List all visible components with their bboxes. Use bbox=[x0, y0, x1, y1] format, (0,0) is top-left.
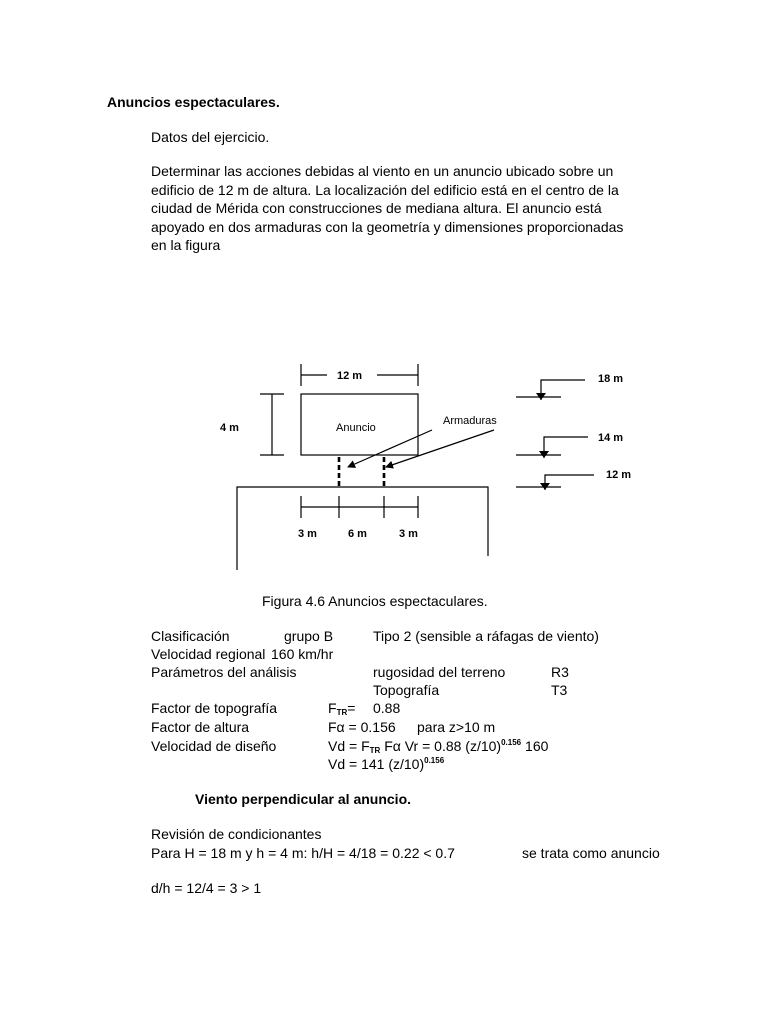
paragraph-line: Determinar las acciones debidas al viento en un anuncio ubicado sobre un bbox=[151, 163, 614, 179]
factor-topografia-label: Factor de topografía bbox=[151, 700, 278, 716]
parametros-label: Parámetros del análisis bbox=[151, 664, 297, 680]
level-label-12: 12 m bbox=[606, 469, 632, 481]
arrow-truss-left bbox=[348, 430, 432, 467]
paragraph-line: ciudad de Mérida con construcciones de mediana altura. El anuncio está bbox=[151, 200, 602, 217]
topografia-value: T3 bbox=[551, 682, 568, 698]
page-heading: Anuncios espectaculares. bbox=[107, 94, 280, 110]
vd1-part-a: Vd = F bbox=[328, 738, 370, 754]
factor-altura-label: Factor de altura bbox=[151, 719, 250, 735]
clasificacion-label: Clasificación bbox=[151, 628, 230, 644]
ftr-value: 0.88 bbox=[373, 700, 401, 716]
ratio-text: d/h = 12/4 = 3 > 1 bbox=[151, 880, 262, 896]
vd1-exponent: 0.156 bbox=[501, 738, 522, 747]
clasificacion-group: grupo B bbox=[284, 628, 334, 644]
paragraph-line: apoyado en dos armaduras con la geometría y dimensiones proporcionadas bbox=[151, 218, 624, 235]
condition-text: Para H = 18 m y h = 4 m: h/H = 4/18 = 0.22 < 0.7 bbox=[151, 845, 455, 861]
span-right-label: 3 m bbox=[399, 528, 418, 540]
topografia-label: Topografía bbox=[373, 682, 440, 698]
paragraph-line: en la figura bbox=[151, 237, 221, 254]
height-label: 4 m bbox=[220, 422, 239, 434]
span-mid-label: 6 m bbox=[348, 528, 367, 540]
clasificacion-type: Tipo 2 (sensible a ráfagas de viento) bbox=[373, 628, 599, 644]
ftr-formula bbox=[328, 699, 355, 717]
trusses-label: Armaduras bbox=[443, 415, 497, 427]
section-heading: Viento perpendicular al anuncio. bbox=[195, 791, 412, 807]
vd1-part-c: 160 bbox=[521, 738, 549, 754]
velocidad-regional-label: Velocidad regional bbox=[151, 646, 266, 662]
condition-conclusion: se trata como anuncio bbox=[522, 845, 660, 861]
sign-label: Anuncio bbox=[336, 422, 376, 434]
width-label: 12 m bbox=[337, 370, 363, 382]
falpha-formula: Fα = 0.156 bbox=[328, 719, 396, 735]
ftr-equals: = bbox=[347, 700, 356, 716]
rugosidad-label: rugosidad del terreno bbox=[373, 664, 506, 680]
vd2-part-a: Vd = 141 (z/10) bbox=[328, 756, 425, 772]
falpha-condition: para z>10 m bbox=[417, 719, 496, 735]
velocidad-regional-value: 160 km/hr bbox=[271, 646, 334, 662]
figure-caption: Figura 4.6 Anuncios espectaculares. bbox=[262, 593, 488, 609]
level-arrow-12 bbox=[545, 475, 594, 490]
revision-title: Revisión de condicionantes bbox=[151, 826, 322, 842]
ftr-symbol: F bbox=[328, 700, 337, 716]
vd-formula-1 bbox=[328, 737, 548, 755]
ftr-subscript: TR bbox=[336, 708, 348, 717]
velocidad-diseno-label: Velocidad de diseño bbox=[151, 738, 277, 754]
data-title: Datos del ejercicio. bbox=[151, 129, 270, 145]
vd1-subscript: TR bbox=[369, 746, 381, 755]
paragraph-line: edificio de 12 m de altura. La localización del edificio está en el centro de la bbox=[151, 181, 619, 198]
level-label-14: 14 m bbox=[598, 432, 624, 444]
vd1-part-b: Fα Vr = 0.88 (z/10) bbox=[380, 738, 502, 754]
rugosidad-value: R3 bbox=[551, 664, 569, 680]
vd-formula-2 bbox=[328, 755, 444, 773]
level-label-18: 18 m bbox=[598, 373, 624, 385]
span-left-label: 3 m bbox=[298, 528, 317, 540]
arrow-truss-right bbox=[386, 430, 494, 467]
vd2-exponent: 0.156 bbox=[424, 756, 445, 765]
